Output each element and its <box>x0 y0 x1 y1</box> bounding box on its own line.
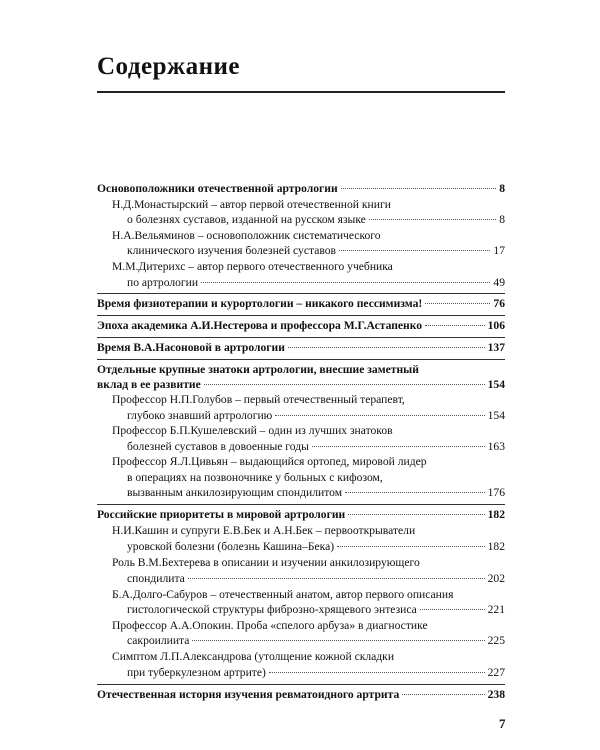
toc-section-7[interactable] <box>97 378 505 392</box>
dot-leader <box>288 347 485 348</box>
toc-entry-text: о болезнях суставов, изданной на русском языке <box>127 213 366 226</box>
toc-entry-text: клинического изучения болезней суставов <box>127 244 337 257</box>
toc-section-0[interactable] <box>97 182 505 196</box>
toc-page-number: 225 <box>487 634 505 647</box>
dot-leader <box>425 303 490 304</box>
toc-page-number: 182 <box>487 540 505 553</box>
toc-page-number: 176 <box>487 486 505 499</box>
toc-entry-text: М.М.Дитерихс – автор первого отечественного учебника <box>112 260 393 273</box>
toc-page-number: 163 <box>487 440 505 453</box>
toc-entry-text: вклад в ее развитие <box>97 378 201 391</box>
dot-leader <box>348 514 484 515</box>
toc-entry-text: Н.А.Вельяминов – основоположник систематического <box>112 229 381 242</box>
toc-entry-2[interactable] <box>127 244 505 258</box>
toc-entry-text: уровской болезни (болезнь Кашина–Бека) <box>127 540 335 553</box>
toc-entry-text: Симптом Л.П.Александрова (утолщение кожной складки <box>112 650 395 663</box>
toc-page-number: 8 <box>499 213 505 226</box>
toc-section-4[interactable] <box>97 297 505 311</box>
toc-entry-text: Профессор Н.П.Голубов – первый отечественный терапевт, <box>112 393 405 406</box>
toc-entry-text: Отдельные крупные знатоки артрологии, внесшие заметный <box>97 363 419 376</box>
dot-leader <box>341 188 497 189</box>
dot-leader <box>337 546 485 547</box>
toc-page-number: 106 <box>487 319 505 332</box>
dot-leader <box>275 415 484 416</box>
dot-leader <box>188 578 485 579</box>
toc-entry-16[interactable] <box>127 666 505 680</box>
toc-entry-text: сакроилиита <box>127 634 190 647</box>
toc-entry-text: при туберкулезном артрите) <box>127 666 266 679</box>
toc-entry-text: Отечественная история изучения ревматоидного артрита <box>97 688 400 701</box>
toc-page-number: 182 <box>487 508 505 521</box>
toc-entry-text: Время В.А.Насоновой в артрологии <box>97 341 285 354</box>
section-divider <box>97 315 505 316</box>
toc-entry-12[interactable] <box>127 540 505 554</box>
toc-entry-14[interactable] <box>127 603 505 617</box>
dot-leader <box>339 250 490 251</box>
dot-leader <box>201 282 490 283</box>
toc-entry-text: Время физиотерапии и курортологии – никакого пессимизма! <box>97 297 423 310</box>
toc-entry-text: вызванным анкилозирующим спондилитом <box>127 486 343 499</box>
toc-entry-text: гистологической структуры фиброзно-хрящевого энтезиса <box>127 603 417 616</box>
toc-entry-text: Н.Д.Монастырский – автор первой отечественной книги <box>112 198 391 211</box>
dot-leader <box>345 492 485 493</box>
toc-page-number: 17 <box>493 244 505 257</box>
toc-entry-15[interactable] <box>127 634 505 648</box>
toc-page-number: 154 <box>487 378 505 391</box>
toc-entry-1[interactable] <box>127 213 505 227</box>
toc-entry-text: Б.А.Долго-Сабуров – отечественный анатом, автор первого описания <box>112 588 454 601</box>
dot-leader <box>402 694 484 695</box>
toc-page-number: 137 <box>487 341 505 354</box>
toc-entry-3[interactable] <box>127 276 505 290</box>
section-divider <box>97 684 505 685</box>
toc-entry-text: в операциях на позвоночнике у больных с кифозом, <box>127 471 383 484</box>
section-divider <box>97 337 505 338</box>
toc-entry-text: по артрологии <box>127 276 199 289</box>
toc-entry-text: Эпоха академика А.И.Нестерова и профессора М.Г.Астапенко <box>97 319 423 332</box>
toc-section-11[interactable] <box>97 508 505 522</box>
dot-leader <box>420 609 485 610</box>
toc-entry-text: Российские приоритеты в мировой артрологии <box>97 508 346 521</box>
toc-entry-text: Профессор Я.Л.Цивьян – выдающийся ортопед, мировой лидер <box>112 455 427 468</box>
toc-page-number: 202 <box>487 572 505 585</box>
toc-entry-13[interactable] <box>127 572 505 586</box>
toc-page-number: 227 <box>487 666 505 679</box>
toc-entry-text: Профессор Б.П.Кушелевский – один из лучших знатоков <box>112 424 393 437</box>
toc-page-number: 154 <box>487 409 505 422</box>
dot-leader <box>425 325 485 326</box>
dot-leader <box>312 446 485 447</box>
dot-leader <box>204 384 485 385</box>
toc-entry-text: Основоположники отечественной артрологии <box>97 182 338 195</box>
toc-page-number: 221 <box>487 603 505 616</box>
toc-section-6[interactable] <box>97 341 505 355</box>
toc-entry-text: болезней суставов в довоенные годы <box>127 440 309 453</box>
dot-leader <box>269 672 485 673</box>
page-number: 7 <box>499 716 506 731</box>
toc-entry-9[interactable] <box>127 440 505 454</box>
dot-leader <box>192 640 484 641</box>
toc-section-5[interactable] <box>97 319 505 333</box>
toc-page-number: 8 <box>499 182 505 195</box>
toc-entry-text: спондилита <box>127 572 185 585</box>
toc-entry-10[interactable] <box>127 486 505 500</box>
toc-entry-8[interactable] <box>127 409 505 423</box>
toc-page-number: 238 <box>487 688 505 701</box>
toc-entry-text: глубоко знавший артрологию <box>127 409 273 422</box>
toc-page-number: 76 <box>493 297 505 310</box>
section-divider <box>97 504 505 505</box>
section-divider <box>97 293 505 294</box>
dot-leader <box>369 219 496 220</box>
toc-page-number: 49 <box>493 276 505 289</box>
page-title: Содержание <box>97 53 241 80</box>
toc-entry-text: Н.И.Кашин и супруги Е.В.Бек и А.Н.Бек – первооткрыватели <box>112 524 416 537</box>
toc-entry-text: Профессор А.А.Опокин. Проба «спелого арбуза» в диагностике <box>112 619 428 632</box>
toc-entry-text: Роль В.М.Бехтерева в описании и изучении анкилозирующего <box>112 556 420 569</box>
section-divider <box>97 359 505 360</box>
toc-section-17[interactable] <box>97 688 505 702</box>
